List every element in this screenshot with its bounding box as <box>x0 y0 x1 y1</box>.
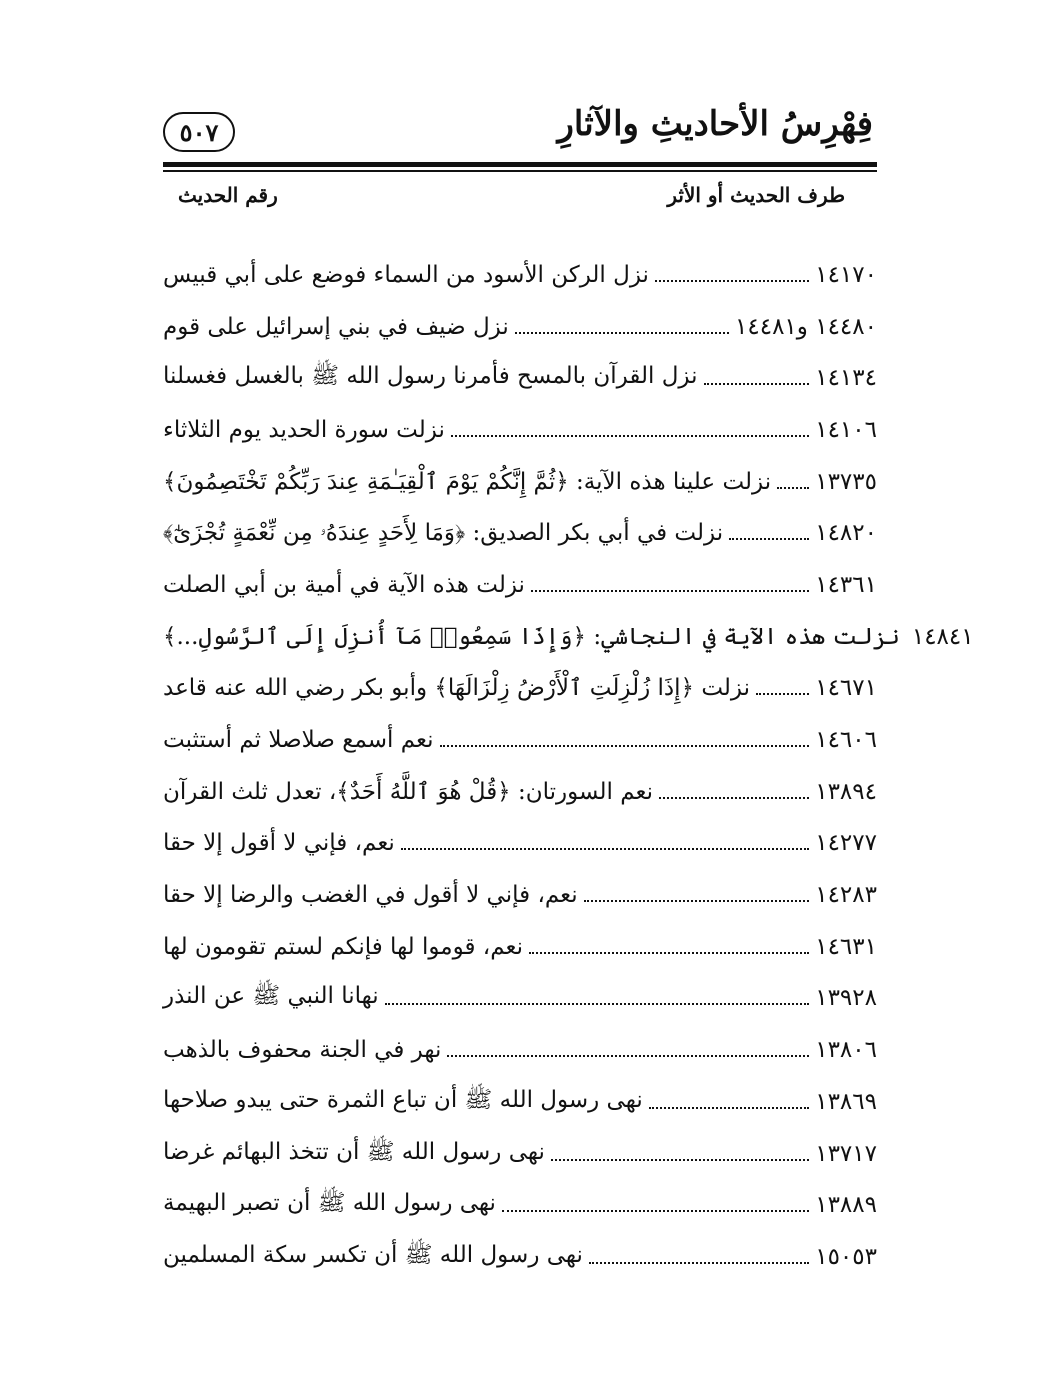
dot-leader <box>756 693 809 695</box>
entry-number: ١٤١٧٠ <box>815 261 877 288</box>
entry-number: ١٤٢٧٧ <box>815 830 877 857</box>
entry-text: نزلت في أبي بكر الصديق: ﴿وَمَا لِأَحَدٍ عِندَهُۥ مِن نِّعْمَةٍ تُجْزَىٰٓ﴾ <box>163 520 724 547</box>
entry-number: ١٣٨٩٤ <box>815 778 877 805</box>
entry-number: ١٤٦٠٦ <box>815 727 877 754</box>
index-entry <box>163 352 877 404</box>
index-entry <box>163 766 877 818</box>
index-entry <box>163 611 974 663</box>
dot-leader <box>589 1262 809 1264</box>
dot-leader <box>447 1055 809 1057</box>
entry-number: ١٣٩٢٨ <box>815 985 877 1012</box>
dot-leader <box>777 487 809 489</box>
entry-text: نهى رسول الله ﷺ أن تتخذ البهائم غرضا <box>163 1138 545 1165</box>
dot-leader <box>655 280 809 282</box>
entry-text: نعم، فإني لا أقول في الغضب والرضا إلا حقا <box>163 882 578 909</box>
index-entry <box>163 1179 877 1231</box>
entry-number: ١٣٧١٧ <box>815 1140 877 1167</box>
column-header-number: رقم الحديث <box>178 183 278 207</box>
index-entry <box>163 249 877 301</box>
entry-text: نعم، قوموا لها فإنكم لستم تقومون لها <box>163 933 523 960</box>
entry-number: ١٤١٣٤ <box>815 365 877 392</box>
page-number-badge <box>163 112 235 152</box>
dot-leader <box>729 538 809 540</box>
dot-leader <box>529 952 809 954</box>
entry-text: نهى رسول الله ﷺ أن تصبر البهيمة <box>163 1190 496 1217</box>
column-header-text: طرف الحديث أو الأثر <box>667 183 845 207</box>
dot-leader <box>515 332 729 334</box>
entry-number: ١٤٤٨٠ و١٤٤٨١ <box>735 313 877 340</box>
index-entries-list <box>163 249 974 1283</box>
dot-leader <box>659 797 809 799</box>
index-entry <box>163 869 877 921</box>
index-entry <box>163 663 877 715</box>
entry-text: نزل ضيف في بني إسرائيل على قوم <box>163 313 509 340</box>
index-entry <box>163 1128 877 1180</box>
entry-text: نهى رسول الله ﷺ أن تكسر سكة المسلمين <box>163 1241 583 1268</box>
entry-number: ١٤١٠٦ <box>815 416 877 443</box>
dot-leader <box>531 590 809 592</box>
index-entry <box>163 921 877 973</box>
index-entry <box>163 301 877 353</box>
header-rule-thin <box>163 170 877 172</box>
entry-text: نزلت ﴿إِذَا زُلْزِلَتِ ٱلْأَرْضُ زِلْزَالَهَا﴾ وأبو بكر رضي الله عنه قاعد <box>163 675 751 702</box>
page-number: ٥٠٧ <box>179 117 219 147</box>
index-entry <box>163 1231 877 1283</box>
dot-leader <box>704 383 810 385</box>
index-entry <box>163 714 877 766</box>
entry-text: نزلت هذه الآية في أمية بن أبي الصلت <box>163 571 525 598</box>
dot-leader <box>385 1003 810 1005</box>
entry-number: ١٤٦٧١ <box>815 675 877 702</box>
entry-text: نعم أسمع صلاصلا ثم أستثبت <box>163 727 434 754</box>
index-entry <box>163 507 877 559</box>
entry-number: ١٤٦٣١ <box>815 933 877 960</box>
entry-number: ١٤٨٢٠ <box>815 520 877 547</box>
dot-leader <box>440 745 810 747</box>
index-entry <box>163 1024 877 1076</box>
dot-leader <box>401 848 809 850</box>
index-entry <box>163 559 877 611</box>
dot-leader <box>451 435 809 437</box>
dot-leader <box>551 1159 809 1161</box>
entry-text: نهانا النبي ﷺ عن النذر <box>163 983 379 1010</box>
entry-text: نزل القرآن بالمسح فأمرنا رسول الله ﷺ بالغسل فغسلنا <box>163 363 698 390</box>
entry-text: نهى رسول الله ﷺ أن تباع الثمرة حتى يبدو صلاحها <box>163 1086 643 1113</box>
entry-text: نزلت سورة الحديد يوم الثلاثاء <box>163 416 445 443</box>
entry-text: نزل الركن الأسود من السماء فوضع على أبي قبيس <box>163 261 649 288</box>
entry-text: نعم، فإني لا أقول إلا حقا <box>163 830 395 857</box>
index-entry <box>163 404 877 456</box>
dot-leader <box>649 1107 809 1109</box>
entry-number: ١٤٣٦١ <box>815 571 877 598</box>
dot-leader <box>502 1210 809 1212</box>
entry-text: نزلت علينا هذه الآية: ﴿ثُمَّ إِنَّكُمْ يَوْمَ ٱلْقِيَـٰمَةِ عِندَ رَبِّكُمْ تَخْتَصِمُونَ﴾ <box>163 468 772 495</box>
index-entry <box>163 1076 877 1128</box>
entry-number: ١٤٢٨٣ <box>815 882 877 909</box>
entry-text: نعم السورتان: ﴿قُلْ هُوَ ٱللَّهُ أَحَدٌ﴾، تعدل ثلث القرآن <box>163 778 654 805</box>
header-rule-thick <box>163 162 877 167</box>
running-title: فِهْرِسُ الأحاديثِ والآثارِ <box>557 104 873 144</box>
index-entry <box>163 456 877 508</box>
entry-number: ١٤٨٤١ <box>911 623 974 650</box>
entry-text: نزلت هذه الآية في النجاشي: ﴿وَإِذَا سَمِعُوا۟ مَآ أُنزِلَ إِلَى ٱلرَّسُولِ...﴾ <box>163 623 900 650</box>
entry-number: ١٣٨٠٦ <box>815 1037 877 1064</box>
entry-text: نهر في الجنة محفوف بالذهب <box>163 1037 442 1064</box>
entry-number: ١٣٨٨٩ <box>815 1192 877 1219</box>
dot-leader <box>584 900 810 902</box>
entry-number: ١٣٨٦٩ <box>815 1088 877 1115</box>
entry-number: ١٣٧٣٥ <box>815 468 877 495</box>
entry-number: ١٥٠٥٣ <box>815 1243 877 1270</box>
index-entry <box>163 818 877 870</box>
index-entry <box>163 973 877 1025</box>
